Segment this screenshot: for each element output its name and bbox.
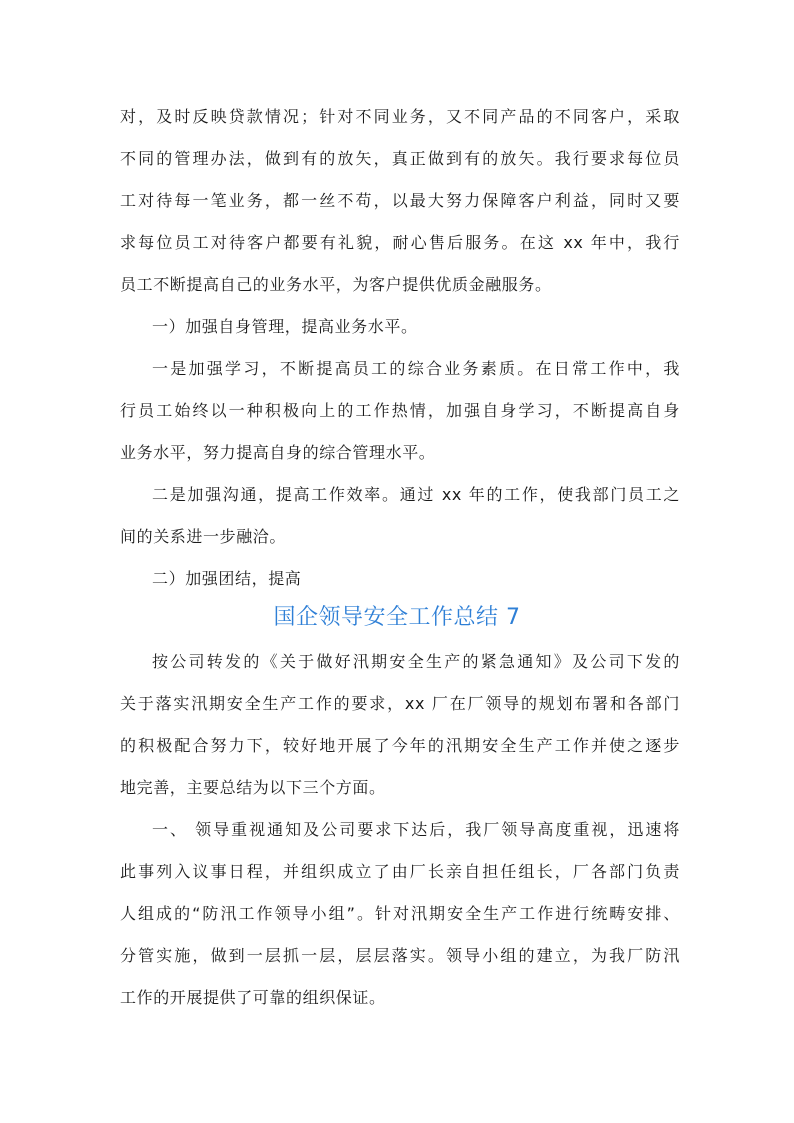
paragraph-line: 员工不断提高自己的业务水平，为客户提供优质金融服务。: [120, 275, 552, 294]
paragraph-line: 行员工始终以一种积极向上的工作热情，加强自身学习，不断提高自身: [120, 401, 680, 420]
paragraph-line: 的积极配合努力下，较好地开展了今年的汛期安全生产工作并使之逐步: [120, 736, 680, 755]
paragraph-line: 二是加强沟通，提高工作效率。通过 xx 年的工作，使我部门员工之: [152, 485, 680, 504]
paragraph-line: 分管实施，做到一层抓一层，层层落实。领导小组的建立，为我厂防汛: [120, 946, 680, 965]
document-title: 国企领导安全工作总结 7: [273, 605, 521, 630]
section-heading: 一）加强自身管理，提高业务水平。: [152, 317, 418, 336]
paragraph-line: 不同的管理办法，做到有的放矢，真正做到有的放矢。我行要求每位员: [120, 149, 680, 168]
paragraph-line: 人组成的“防汛工作领导小组”。针对汛期安全生产工作进行统畴安排、: [120, 904, 680, 923]
paragraph-line: 对，及时反映贷款情况；针对不同业务，又不同产品的不同客户，采取: [120, 107, 680, 126]
paragraph-line: 此事列入议事日程，并组织成立了由厂长亲自担任组长，厂各部门负责: [120, 862, 680, 881]
paragraph-line: 工对待每一笔业务，都一丝不苟，以最大努力保障客户利益，同时又要: [120, 191, 680, 210]
paragraph-line: 一是加强学习，不断提高员工的综合业务素质。在日常工作中，我: [152, 359, 680, 378]
paragraph-line: 按公司转发的《关于做好汛期安全生产的紧急通知》及公司下发的: [152, 652, 680, 671]
paragraph-line: 求每位员工对待客户都要有礼貌，耐心售后服务。在这 xx 年中，我行: [120, 233, 680, 252]
section-heading: 二）加强团结，提高: [152, 569, 302, 588]
paragraph-line: 地完善，主要总结为以下三个方面。: [120, 778, 386, 797]
paragraph-line: 业务水平，努力提高自身的综合管理水平。: [120, 443, 436, 462]
paragraph-line: 关于落实汛期安全生产工作的要求，xx 厂在厂领导的规划布署和各部门: [120, 694, 680, 713]
paragraph-line: 一、 领导重视通知及公司要求下达后，我厂领导高度重视，迅速将: [152, 820, 680, 839]
paragraph-line: 间的关系进一步融洽。: [120, 527, 287, 546]
paragraph-line: 工作的开展提供了可靠的组织保证。: [120, 988, 386, 1007]
